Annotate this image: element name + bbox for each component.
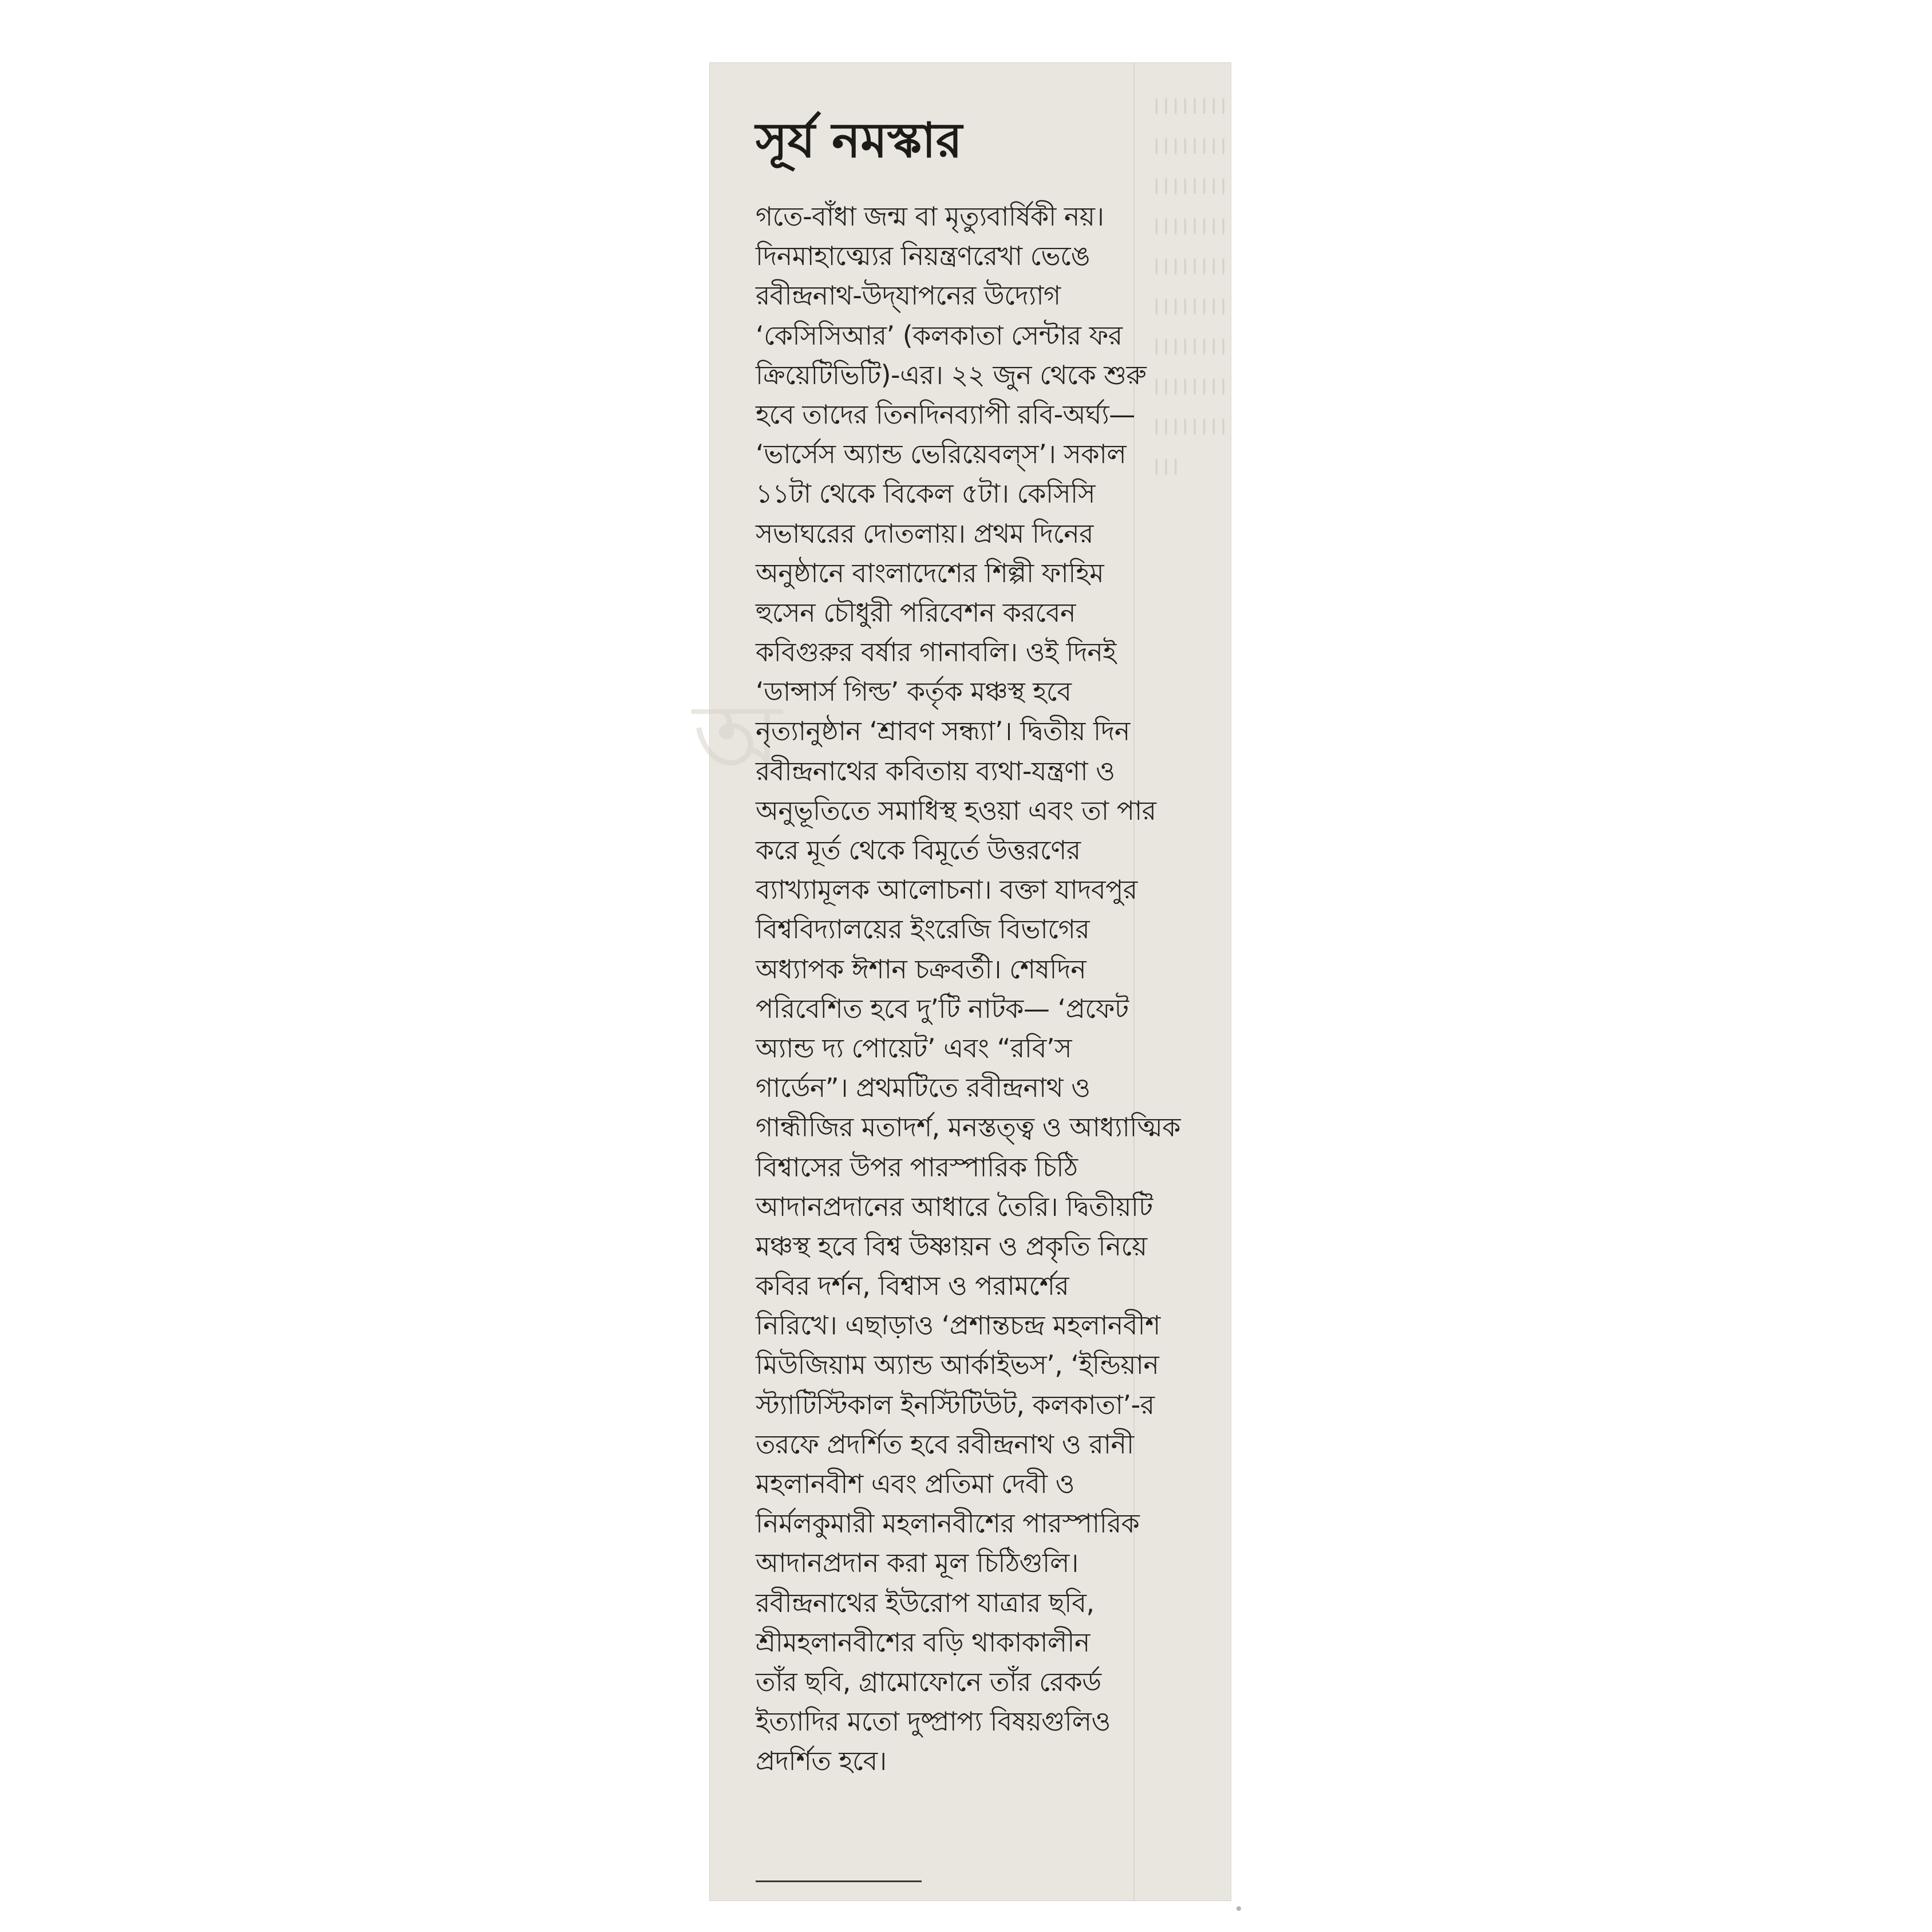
article-line: আদানপ্রদানের আধারে তৈরি। দ্বিতীয়টি [756, 1191, 1153, 1222]
article-line: শ্রীমহলানবীশের বড়ি থাকাকালীন [756, 1626, 1090, 1658]
article-line: ব্যাখ্যামূলক আলোচনা। বক্তা যাদবপুর [756, 874, 1137, 906]
article-line: মিউজিয়াম অ্যান্ড আর্কাইভস’, ‘ইন্ডিয়ান [756, 1349, 1159, 1381]
article-body [756, 197, 1181, 1781]
article-line: কবিগুরুর বর্ষার গানাবলি। ওই দিনই [756, 637, 1116, 668]
article-line: করে মূর্ত থেকে বিমূর্তে উত্তরণের [756, 835, 1081, 866]
article-line: নৃত্যানুষ্ঠান ‘শ্রাবণ সন্ধ্যা’। দ্বিতীয় দিন [756, 716, 1130, 747]
article-line: মঞ্চস্থ হবে বিশ্ব উষ্ণায়ন ও প্রকৃতি নিয়ে [756, 1230, 1147, 1262]
article-line: তরফে প্রদর্শিত হবে রবীন্দ্রনাথ ও রানী [756, 1428, 1134, 1460]
adjacent-column-bleed: ।।।।।।।।।।।।।।।।।।।।।।।।।।।।।।।।।।।।।।।।।।।।।।।।।।।।।।।।।।।।।।।।।।।।।।।।।।। [1151, 91, 1227, 481]
article-line: ‘কেসিসিআর’ (কলকাতা সেন্টার ফর [756, 319, 1123, 351]
newspaper-clipping [693, 63, 1231, 1901]
article-line: স্ট্যাটিস্টিকাল ইনস্টিটিউট, কলকাতা’-র [756, 1389, 1155, 1420]
article-line: সভাঘরের দোতলায়। প্রথম দিনের [756, 517, 1093, 549]
article-line: বিশ্বাসের উপর পারস্পারিক চিঠি [756, 1151, 1078, 1183]
article-line: রবীন্দ্রনাথ-উদ্‌যাপনের উদ্যোগ [756, 280, 1061, 311]
article-line: হুসেন চৌধুরী পরিবেশন করবেন [756, 596, 1076, 628]
article-line: বিশ্ববিদ্যালয়ের ইংরেজি বিভাগের [756, 914, 1090, 945]
article-line: ইত্যাদির মতো দুষ্প্রাপ্য বিষয়গুলিও [756, 1706, 1111, 1737]
article-line: প্রদর্শিত হবে। [756, 1745, 887, 1777]
article-line: নিরিখে। এছাড়াও ‘প্রশান্তচন্দ্র মহলানবীশ [756, 1310, 1160, 1341]
article-line: অনুভূতিতে সমাধিস্থ হওয়া এবং তা পার [756, 795, 1156, 826]
article-line: রবীন্দ্রনাথের ইউরোপ যাত্রার ছবি, [756, 1587, 1095, 1618]
article-line: মহলানবীশ এবং প্রতিমা দেবী ও [756, 1468, 1074, 1499]
article-line: গতে-বাঁধা জন্ম বা মৃত্যুবার্ষিকী নয়। [756, 201, 1104, 232]
article-line: দিনমাহাত্ম্যের নিয়ন্ত্রণরেখা ভেঙে [756, 240, 1090, 272]
article-headline: সূর্য নমস্কার [756, 112, 962, 168]
article-line: আদানপ্রদান করা মূল চিঠিগুলি। [756, 1547, 1078, 1579]
article-line: ‘ভার্সেস অ্যান্ড ভেরিয়েবল্‌স’। সকাল [756, 438, 1127, 470]
article-line: রবীন্দ্রনাথের কবিতায় ব্যথা-যন্ত্রণা ও [756, 755, 1115, 787]
article-line: গান্ধীজির মতাদর্শ, মনস্তত্ত্ব ও আধ্যাত্মিক [756, 1112, 1181, 1143]
article-line: হবে তাদের তিনদিনব্যাপী রবি-অর্ঘ্য— [756, 398, 1135, 430]
article-line: তাঁর ছবি, গ্রামোফোনে তাঁর রেকর্ড [756, 1666, 1101, 1697]
article-line: অনুষ্ঠানে বাংলাদেশের শিল্পী ফাহিম [756, 557, 1104, 588]
article-line: ‘ডান্সার্স গিল্ড’ কর্তৃক মঞ্চস্থ হবে [756, 676, 1072, 708]
article [756, 109, 1181, 1781]
article-line: ক্রিয়েটিভিটি)-এর। ২২ জুন থেকে শুরু [756, 359, 1147, 390]
article-line: কবির দর্শন, বিশ্বাস ও পরামর্শের [756, 1270, 1069, 1302]
article-line: পরিবেশিত হবে দু’টি নাটক— ‘প্রফেট [756, 993, 1129, 1024]
bleed-through-text: অ [693, 681, 782, 801]
article-line: নির্মলকুমারী মহলানবীশের পারস্পারিক [756, 1508, 1140, 1539]
article-line: ১১টা থেকে বিকেল ৫টা। কেসিসি [756, 478, 1096, 509]
end-rule [756, 1880, 922, 1882]
article-line: গার্ডেন”। প্রথমটিতে রবীন্দ্রনাথ ও [756, 1072, 1091, 1104]
scan-speck [1236, 1906, 1241, 1911]
article-line: অ্যান্ড দ্য পোয়েট’ এবং “রবি’স [756, 1032, 1072, 1064]
article-line: অধ্যাপক ঈশান চক্রবর্তী। শেষদিন [756, 953, 1086, 985]
